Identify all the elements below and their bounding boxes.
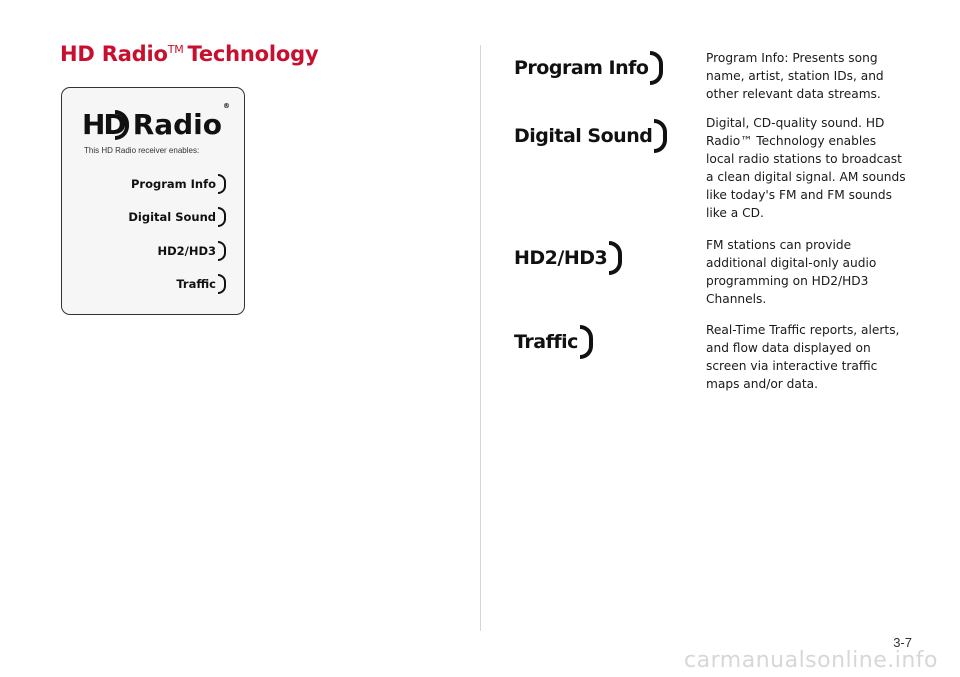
logo-hd-text: HD: [82, 108, 125, 141]
feature-description-hd2-hd3: FM stations can provide additional digital-only audio programming on HD2/HD3 Channels.: [706, 238, 877, 306]
page-number: 3-7: [893, 635, 912, 650]
arc-icon: [609, 241, 622, 275]
logo-radio-word: Radio: [132, 108, 223, 141]
watermark: carmanualsonline.info: [684, 648, 938, 673]
card-subtitle: This HD Radio receiver enables:: [84, 146, 200, 155]
hd-radio-logo-card: [61, 87, 245, 315]
card-feature-label: Digital Sound: [128, 210, 216, 224]
title-main: HD Radio: [60, 42, 168, 66]
arc-icon: [218, 207, 226, 227]
card-feature-label: Traffic: [176, 277, 216, 291]
arc-icon: [580, 325, 593, 359]
arc-icon: [218, 174, 226, 194]
card-feature-traffic: [176, 274, 226, 294]
arc-icon: [654, 119, 667, 153]
feature-label-text: HD2/HD3: [514, 247, 608, 269]
trademark-mark: TM: [167, 43, 184, 56]
title-rest: Technology: [187, 42, 319, 66]
feature-label-program-info: [514, 51, 663, 85]
card-feature-program-info: [131, 174, 226, 194]
arc-icon: [650, 51, 663, 85]
feature-label-hd2-hd3: [514, 241, 622, 275]
feature-description-traffic: Real-Time Traffic reports, alerts, and flow data displayed on screen via interactive traffic maps and/or data.: [706, 323, 900, 391]
card-feature-label: Program Info: [130, 177, 216, 191]
registered-mark: ®: [223, 102, 231, 110]
page-title: [60, 42, 318, 66]
card-feature-digital-sound: [128, 207, 226, 227]
hd-radio-logo: [82, 102, 231, 141]
feature-label-traffic: [514, 325, 593, 359]
arc-icon: [218, 274, 226, 294]
column-divider: [480, 45, 481, 631]
logo-radio-text: [132, 102, 231, 141]
feature-description-digital-sound: Digital, CD-quality sound. HD Radio™ Technology enables local radio stations to broadcast a clean digital signal. AM sounds like today's FM and FM sounds like a CD.: [706, 116, 906, 220]
feature-label-text: Traffic: [514, 331, 578, 353]
card-feature-label: HD2/HD3: [157, 244, 216, 258]
feature-label-text: Digital Sound: [514, 125, 653, 147]
feature-description-program-info: Program Info: Presents song name, artist, station IDs, and other relevant data streams.: [706, 51, 884, 101]
card-feature-hd2-hd3: [157, 241, 226, 261]
feature-label-digital-sound: [514, 119, 667, 153]
arc-icon: [218, 241, 226, 261]
feature-label-text: Program Info: [514, 57, 649, 79]
